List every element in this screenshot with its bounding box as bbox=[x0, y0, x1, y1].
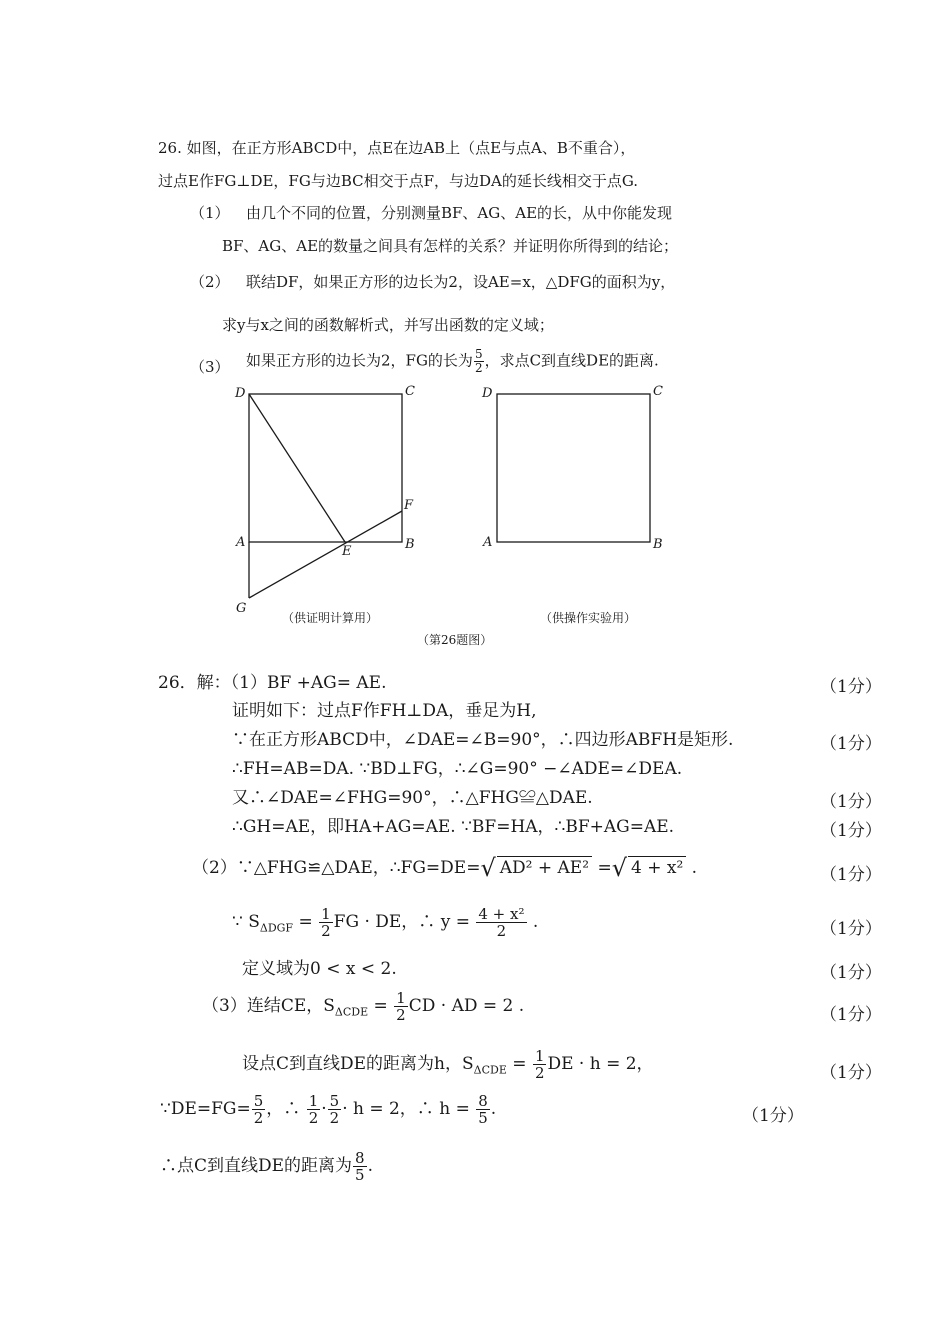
score-9: （1分） bbox=[820, 1063, 882, 1083]
question-2-line-2: 求y与x之间的函数解析式，并写出函数的定义域； bbox=[222, 316, 554, 334]
caption-right: （供操作实验用） bbox=[540, 611, 637, 625]
solution-line-8: ∵ $S_{\Delta DGF}$ = $\frac{1}{2}$ FG · DE，∴ y = $\frac{\text{4 + x²}}{2}$ . bbox=[232, 905, 539, 940]
sqrt-symbol: √ bbox=[611, 854, 627, 882]
solution-line-3: ∵在正方形ABCD中，∠DAE=∠B=90°，∴四边形ABFH是矩形. bbox=[232, 730, 734, 750]
label-C-left: C bbox=[405, 384, 415, 399]
s12-c: · h = 2，∴ h = bbox=[342, 1099, 470, 1119]
frac-numerator: 1 bbox=[321, 905, 331, 923]
solution-line-6: ∴GH=AE，即HA+AG=AE. ∵BF=HA，∴BF+AG=AE. bbox=[232, 817, 675, 837]
score-7: （1分） bbox=[820, 963, 882, 983]
frac-denominator: 2 bbox=[496, 922, 507, 940]
solution-line-5: 又∴∠DAE=∠FHG=90°，∴△FHG≌△DAE. bbox=[232, 788, 593, 808]
label-E-left: E bbox=[342, 544, 352, 559]
score-8: （1分） bbox=[820, 1005, 882, 1025]
s12-a: ∵DE=FG= bbox=[160, 1099, 251, 1119]
solution-line-1: 26．解：（1）BF +AG= AE. bbox=[158, 673, 387, 693]
frac-answer bbox=[353, 1150, 367, 1183]
s7-pre: （2）∵△FHG≌△DAE，∴FG=DE= bbox=[192, 858, 481, 878]
s10-pre: （3）连结CE，S bbox=[202, 996, 335, 1016]
frac-denominator: 2 bbox=[253, 1109, 264, 1127]
frac-numerator: 1 bbox=[534, 1047, 545, 1065]
frac-denominator: 2 bbox=[329, 1109, 340, 1127]
label-B-left: B bbox=[405, 537, 415, 552]
s8-mid: FG · DE，∴ y = bbox=[333, 912, 470, 932]
frac-five-halves bbox=[328, 1093, 342, 1126]
frac-denominator: 2 bbox=[534, 1064, 545, 1082]
solution-line-12: ∵DE=FG= $\frac{5}{2}$ ，∴ $\frac{1}{2}$ · $\frac{5}{2}$ · h = 2，∴ h = $\frac{8}{5}$ . bbox=[160, 1092, 497, 1127]
frac-numerator: 1 bbox=[396, 989, 406, 1007]
frac-numerator: 4 + x² bbox=[478, 905, 525, 923]
right-square bbox=[497, 394, 650, 542]
solution-line-13: ∴点C到直线DE的距离为 $\frac{8}{5}$ . bbox=[160, 1149, 373, 1184]
frac-numerator: 5 bbox=[329, 1092, 340, 1110]
s11-post: DE · h = 2， bbox=[547, 1054, 654, 1074]
caption-left: （供证明计算用） bbox=[282, 611, 379, 625]
sqrt-radicand-1: AD² + AE² bbox=[497, 856, 592, 879]
question-1-number: （1） bbox=[190, 204, 230, 222]
question-1-line-2: BF、AG、AE的数量之间具有怎样的关系？并证明你所得到的结论； bbox=[222, 237, 679, 255]
s12-b: ，∴ bbox=[266, 1099, 301, 1119]
frac-denominator: 2 bbox=[308, 1109, 319, 1127]
s11-pre: 设点C到直线DE的距离为h，S bbox=[242, 1054, 474, 1074]
label-C-right: C bbox=[653, 384, 663, 399]
left-square bbox=[249, 394, 402, 542]
problem-line-1: 26. 如图，在正方形ABCD中，点E在边AB上（点E与点A、B不重合）， bbox=[158, 139, 636, 157]
frac-numerator: 8 bbox=[355, 1149, 365, 1167]
question-2-number: （2） bbox=[190, 273, 230, 291]
label-A-left: A bbox=[236, 535, 246, 550]
label-A-right: A bbox=[483, 535, 493, 550]
question-1-line-1: 由几个不同的位置，分别测量BF、AG、AE的长，从中你能发现 bbox=[246, 204, 673, 222]
s13-text: ∴点C到直线DE的距离为 bbox=[160, 1156, 353, 1176]
label-F-left: F bbox=[404, 498, 414, 513]
frac-numerator: 8 bbox=[478, 1092, 488, 1110]
solution-line-10: （3）连结CE，$S_{\Delta CDE}$ = $\frac{1}{2}$ CD · AD = 2 . bbox=[202, 989, 525, 1024]
frac-numerator: 5 bbox=[474, 347, 483, 361]
s7-eq: = bbox=[597, 858, 612, 878]
score-3: （1分） bbox=[820, 792, 882, 812]
sqrt-radicand-2: 4 + x² bbox=[628, 856, 686, 879]
solution-line-9: 定义域为0 < x < 2. bbox=[242, 959, 397, 979]
question-2-line-1: 联结DF，如果正方形的边长为2，设AE=x，△DFG的面积为y， bbox=[246, 273, 676, 291]
question-3-pre: 如果正方形的边长为2，FG的长为 bbox=[246, 351, 473, 370]
segment-GF bbox=[249, 511, 402, 598]
geometry-figure bbox=[0, 0, 950, 660]
frac-numerator: 1 bbox=[308, 1092, 319, 1110]
score-2: （1分） bbox=[820, 734, 882, 754]
score-1: （1分） bbox=[820, 677, 882, 697]
score-6: （1分） bbox=[820, 919, 882, 939]
frac-denominator: 2 bbox=[321, 922, 331, 940]
segment-DE bbox=[249, 394, 345, 542]
problem-line-2: 过点E作FG⊥DE，FG与边BC相交于点F，与边DA的延长线相交于点G. bbox=[158, 172, 639, 190]
frac-half bbox=[394, 990, 408, 1023]
label-D-left: D bbox=[235, 386, 246, 401]
score-5: （1分） bbox=[820, 865, 882, 885]
frac-h bbox=[476, 1093, 490, 1126]
solution-line-2: 证明如下：过点F作FH⊥DA，垂足为H, bbox=[232, 701, 537, 721]
frac-y bbox=[476, 906, 526, 939]
solution-line-11: 设点C到直线DE的距离为h，$S_{\Delta CDE}$ = $\frac{1}{2}$ DE · h = 2， bbox=[242, 1047, 654, 1082]
frac-denominator: 5 bbox=[355, 1166, 365, 1184]
question-3-post: ，求点C到直线DE的距离. bbox=[484, 351, 659, 370]
score-10: （1分） bbox=[742, 1106, 804, 1126]
frac-half bbox=[533, 1048, 547, 1081]
frac-denominator: 2 bbox=[474, 361, 483, 375]
s11-sub: ΔCDE bbox=[473, 1063, 507, 1077]
frac-numerator: 5 bbox=[253, 1092, 264, 1110]
s8-sub: ΔDGF bbox=[259, 921, 294, 935]
caption-main: （第26题图） bbox=[417, 633, 493, 647]
s8-pre: ∵ S bbox=[232, 912, 260, 932]
score-4: （1分） bbox=[820, 821, 882, 841]
s10-sub: ΔCDE bbox=[334, 1005, 369, 1019]
frac-five-halves bbox=[252, 1093, 266, 1126]
frac-half bbox=[307, 1093, 321, 1126]
label-G-left: G bbox=[236, 601, 247, 616]
frac-half bbox=[319, 906, 333, 939]
label-B-right: B bbox=[653, 537, 663, 552]
sqrt-symbol: √ bbox=[480, 854, 496, 882]
frac-denominator: 5 bbox=[478, 1109, 488, 1127]
solution-line-7: （2）∵△FHG≌△DAE，∴FG=DE=√ AD² + AE² =√ 4 + x² . bbox=[192, 854, 698, 882]
solution-line-4: ∴FH=AB=DA. ∵BD⊥FG，∴∠G=90° −∠ADE=∠DEA. bbox=[232, 759, 683, 779]
label-D-right: D bbox=[482, 386, 493, 401]
question-3-number: （3） bbox=[190, 358, 230, 376]
s10-post: CD · AD = 2 . bbox=[408, 996, 525, 1016]
frac-denominator: 2 bbox=[396, 1006, 406, 1024]
